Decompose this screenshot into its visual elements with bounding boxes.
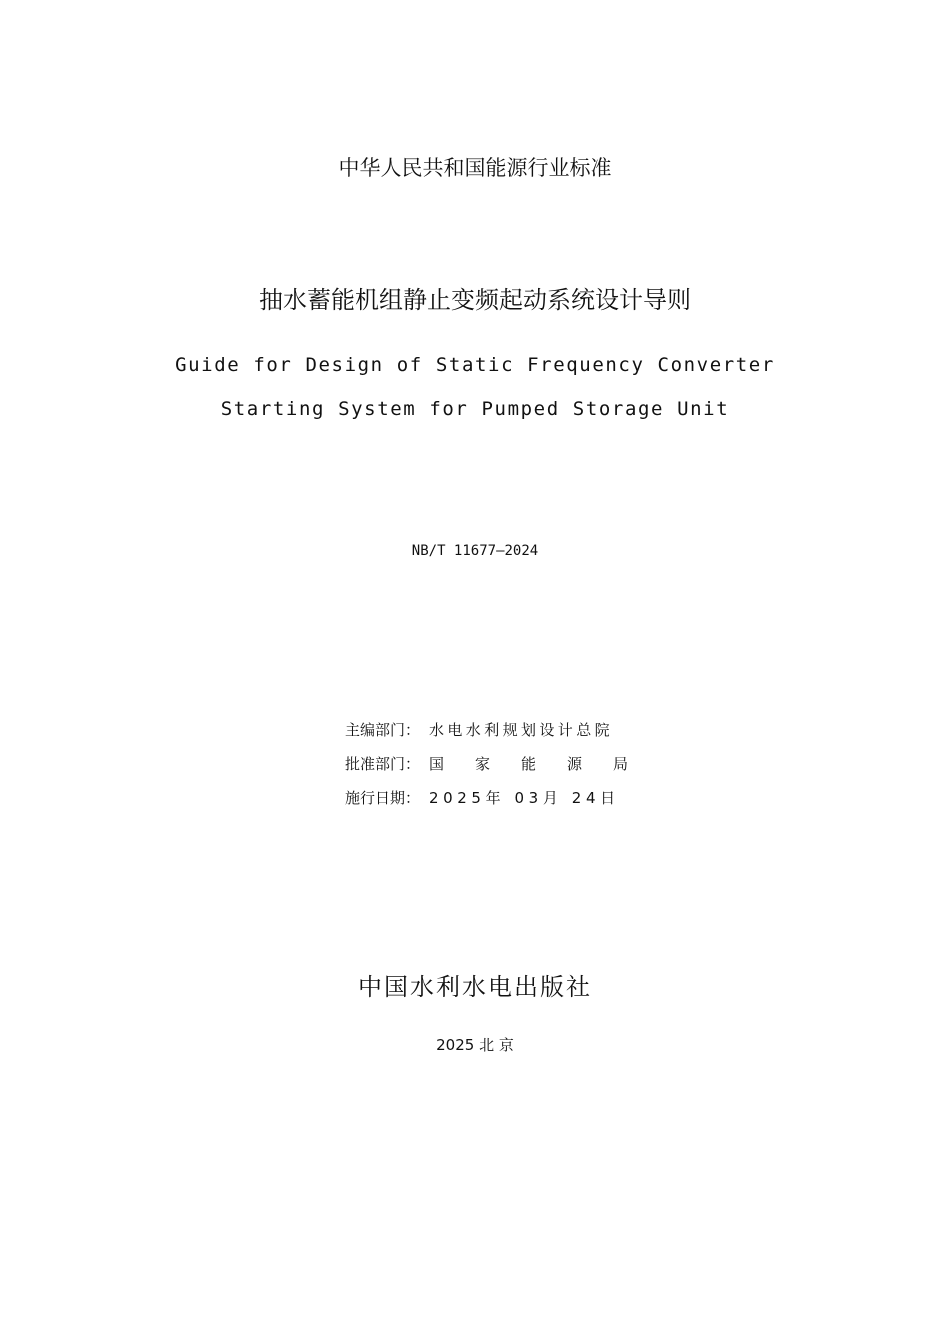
title-chinese: 抽水蓄能机组静止变频起动系统设计导则 [259,286,691,314]
publish-place-year: 2025 北 京 [436,1036,514,1054]
editor-label: 主编部门： [345,720,421,739]
info-row-approver [345,746,660,780]
approver-label: 批准部门： [345,754,421,773]
editor-value: 水电水利规划设计总院 [429,720,614,739]
info-block [345,712,660,814]
info-row-editor [345,712,645,746]
title-english-line2: Starting System for Pumped Storage Unit [220,398,730,420]
date-label: 施行日期： [345,788,421,807]
standard-number: NB/T 11677—2024 [411,543,539,559]
standard-category: 中华人民共和国能源行业标准 [338,156,612,180]
title-english-line1: Guide for Design of Static Frequency Converter [175,354,775,376]
approver-value: 国家能源局 [429,754,660,773]
publisher: 中国水利水电出版社 [358,973,592,1001]
date-value: 2025年 03月 24日 [429,788,620,807]
info-row-date [345,780,645,814]
